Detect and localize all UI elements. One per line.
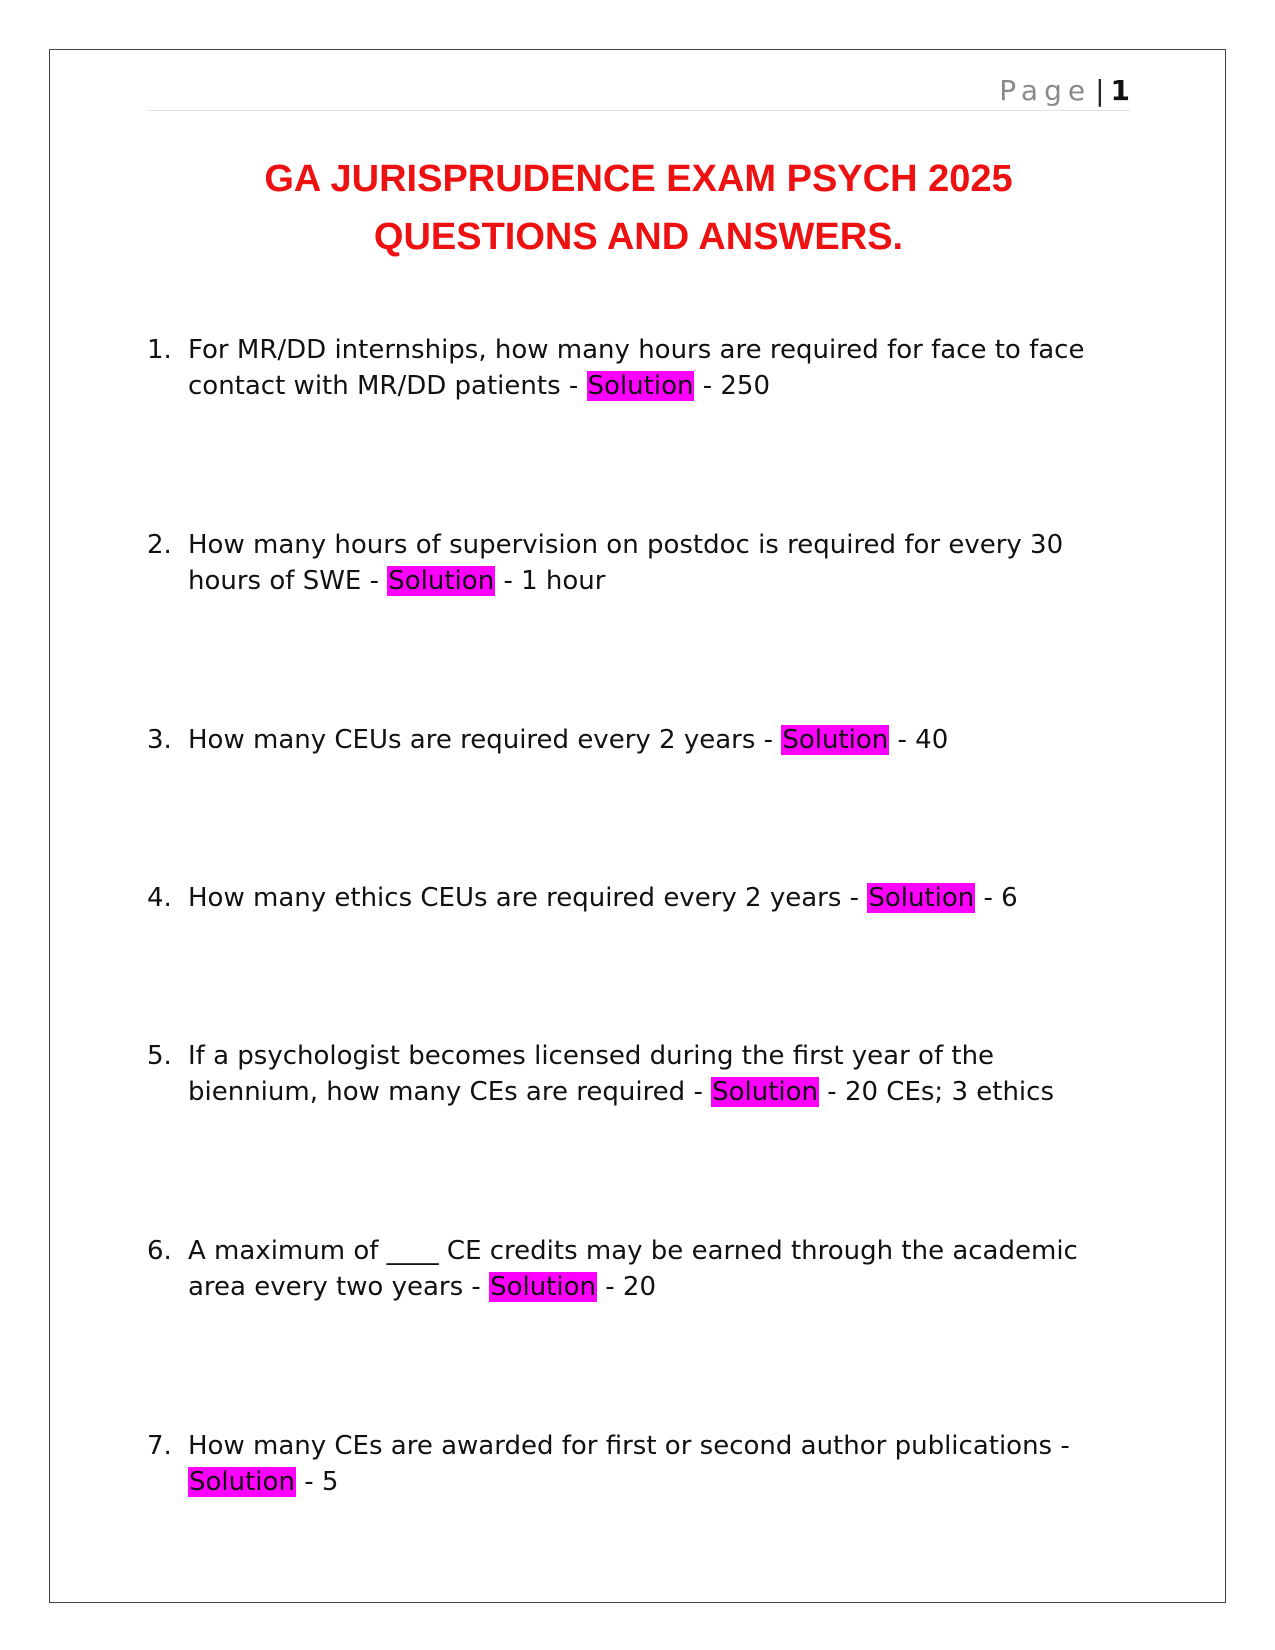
question-text: A maximum of ____ CE credits may be earned through the academic area every two years - (188, 1236, 1078, 1302)
question-item (147, 332, 1130, 404)
question-number: 6. (147, 1236, 172, 1266)
answer-text: - 250 (702, 371, 771, 401)
question-text: How many CEs are awarded for first or second author publications - (188, 1431, 1070, 1461)
answer-text: - 40 (897, 725, 949, 755)
question-number: 2. (147, 530, 172, 560)
answer-text: - 20 CEs; 3 ethics (827, 1077, 1054, 1107)
question-number: 4. (147, 883, 172, 913)
solution-highlight: Solution (587, 371, 694, 401)
answer-text: - 1 hour (503, 566, 606, 596)
question-text: How many ethics CEUs are required every 2 years - (188, 883, 860, 913)
question-item (147, 880, 1130, 916)
question-text-block (188, 527, 1130, 599)
question-item (147, 1233, 1130, 1305)
question-number: 5. (147, 1041, 172, 1071)
solution-highlight: Solution (868, 883, 975, 913)
solution-highlight: Solution (712, 1077, 819, 1107)
question-text-block (188, 332, 1130, 404)
page-label: Page (999, 74, 1092, 107)
question-text: How many hours of supervision on postdoc is required for every 30 hours of SWE - (188, 530, 1064, 596)
answer-text: - 20 (605, 1272, 656, 1302)
question-number: 3. (147, 725, 172, 755)
title-line-2: QUESTIONS AND ANSWERS. (373, 216, 904, 258)
question-list (147, 0, 1130, 1650)
question-text-block (188, 1233, 1130, 1305)
question-text: If a psychologist becomes licensed during the first year of the biennium, how many CEs are required - (188, 1041, 995, 1107)
question-item (147, 1038, 1130, 1110)
question-text-block (188, 880, 1130, 916)
answer-text: - 5 (304, 1467, 339, 1497)
answer-text: - 6 (983, 883, 1018, 913)
question-text: For MR/DD internships, how many hours are required for face to face contact with MR/DD patients - (188, 335, 1085, 401)
page-number: 1 (1110, 74, 1130, 107)
page-separator: | (1095, 74, 1105, 107)
question-text-block (188, 1038, 1130, 1110)
question-number: 1. (147, 335, 172, 365)
solution-highlight: Solution (490, 1272, 596, 1302)
question-text: How many CEUs are required every 2 years - (188, 725, 774, 755)
question-text-block (188, 1428, 1130, 1500)
solution-highlight: Solution (388, 566, 495, 596)
title-line-1: GA JURISPRUDENCE EXAM PSYCH 2025 (264, 158, 1013, 200)
question-number: 7. (147, 1431, 172, 1461)
solution-highlight: Solution (782, 725, 889, 755)
question-text-block (188, 722, 1130, 758)
question-item (147, 722, 1130, 758)
question-item (147, 527, 1130, 599)
question-item (147, 1428, 1130, 1500)
solution-highlight: Solution (189, 1467, 295, 1497)
